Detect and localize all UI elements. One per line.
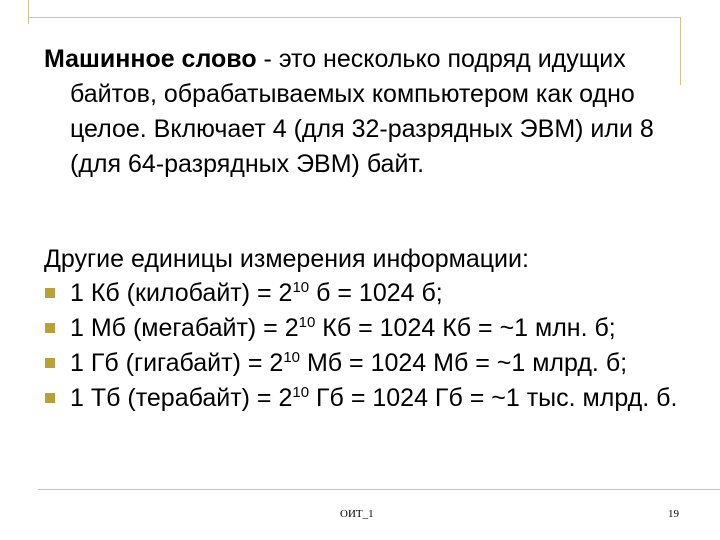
units-list [44, 278, 704, 418]
list-item-terabyte [44, 383, 704, 414]
machine-word-text [44, 42, 704, 182]
bullet-text-before: 1 Гб (гигабайт) = 2 [70, 349, 284, 377]
machine-word-definition: - это несколько подряд идущих байтов, обрабатываемых компьютером как одно целое. Включает 4 (для 32-разрядных ЭВМ) или 8 (для 64-разрядных ЭВМ) байт. [70, 45, 654, 178]
machine-word-paragraph [44, 42, 704, 182]
bullet-square-icon [45, 358, 55, 368]
list-item-kilobyte [44, 278, 704, 309]
machine-word-term: Машинное слово [44, 45, 257, 73]
bullet-text-before: 1 Мб (мегабайт) = 2 [70, 314, 299, 342]
bullet-exponent: 10 [283, 349, 301, 366]
bullet-exponent: 10 [292, 279, 310, 296]
frame-line-bottom [38, 489, 720, 490]
bullet-square-icon [45, 288, 55, 298]
list-item-gigabyte [44, 348, 704, 379]
bullet-text-after: б = 1024 б; [309, 279, 443, 307]
page-number: 19 [668, 508, 679, 520]
frame-line-top [28, 17, 681, 18]
bullet-exponent: 10 [298, 314, 316, 331]
bullet-text-after: Мб = 1024 Мб = ~1 млрд. б; [300, 349, 628, 377]
bullet-text-after: Гб = 1024 Гб = ~1 тыс. млрд. б. [309, 384, 678, 412]
bullet-text-before: 1 Кб (килобайт) = 2 [70, 279, 293, 307]
footer-label: ОИТ_1 [340, 508, 374, 520]
bullet-square-icon [45, 323, 55, 333]
bullet-text-after: Кб = 1024 Кб = ~1 млн. б; [315, 314, 616, 342]
bullet-text-before: 1 Тб (терабайт) = 2 [70, 384, 293, 412]
list-item-megabyte [44, 313, 704, 344]
frame-line-left [28, 0, 29, 24]
bullet-exponent: 10 [292, 384, 310, 401]
units-heading: Другие единицы измерения информации: [44, 245, 529, 273]
bullet-square-icon [45, 393, 55, 403]
